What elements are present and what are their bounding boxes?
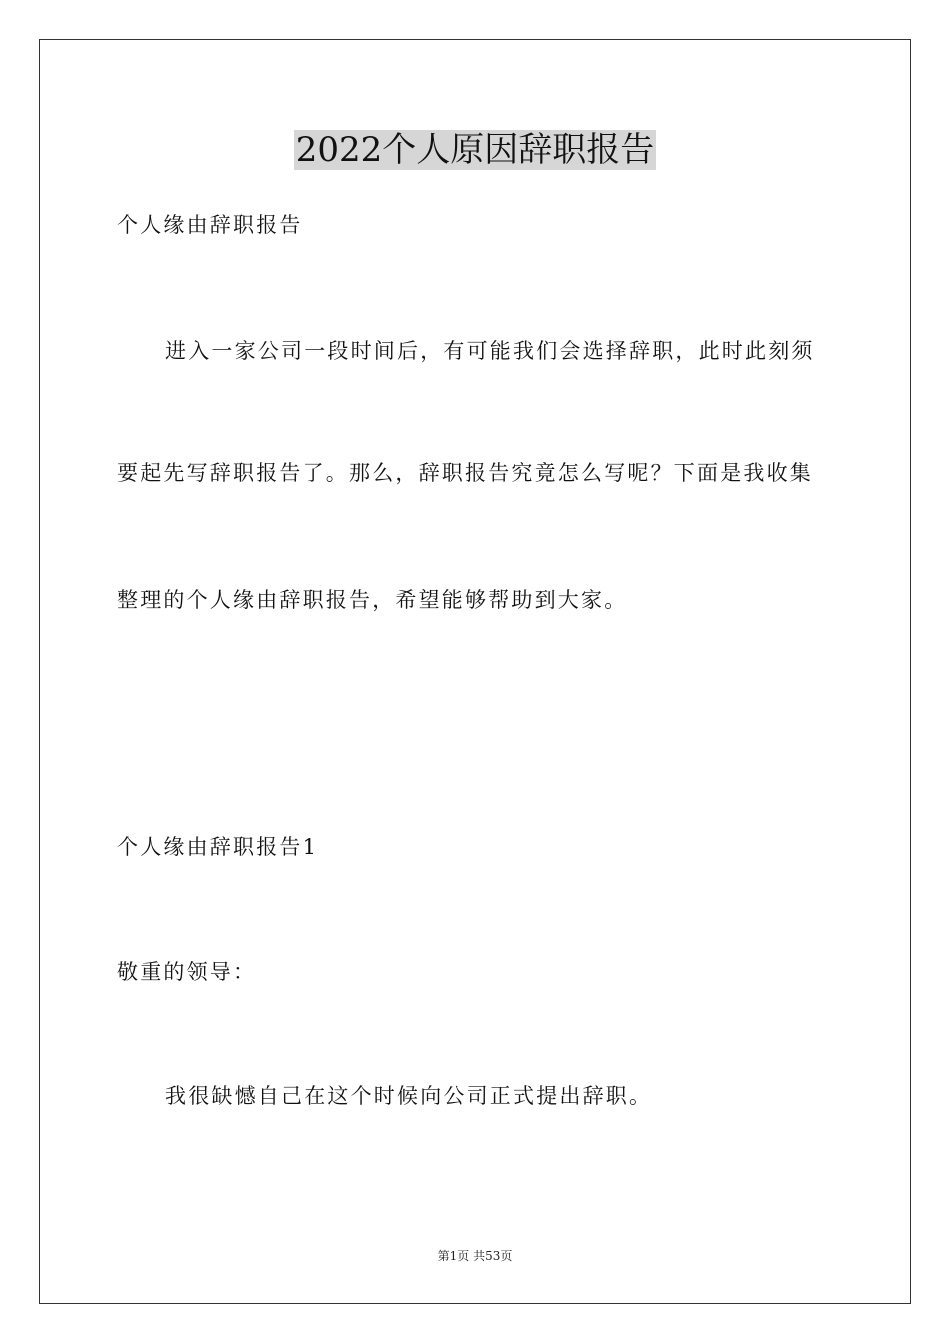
body-first-line: 我很缺憾自己在这个时候向公司正式提出辞职。 bbox=[165, 1084, 653, 1108]
document-title bbox=[0, 128, 950, 172]
page-number-footer: 第1页 共53页 bbox=[437, 1249, 513, 1263]
intro-line-3: 整理的个人缘由辞职报告，希望能够帮助到大家。 bbox=[117, 588, 628, 612]
salutation: 敬重的领导： bbox=[117, 960, 257, 984]
intro-line-1: 进入一家公司一段时间后，有可能我们会选择辞职，此时此刻须 bbox=[165, 339, 815, 363]
document-title-text: 2022个人原因辞职报告 bbox=[295, 130, 655, 170]
intro-line-2: 要起先写辞职报告了。那么，辞职报告究竟怎么写呢？下面是我收集 bbox=[117, 461, 813, 485]
document-subtitle: 个人缘由辞职报告 bbox=[117, 213, 303, 237]
section-heading: 个人缘由辞职报告1 bbox=[117, 835, 319, 859]
